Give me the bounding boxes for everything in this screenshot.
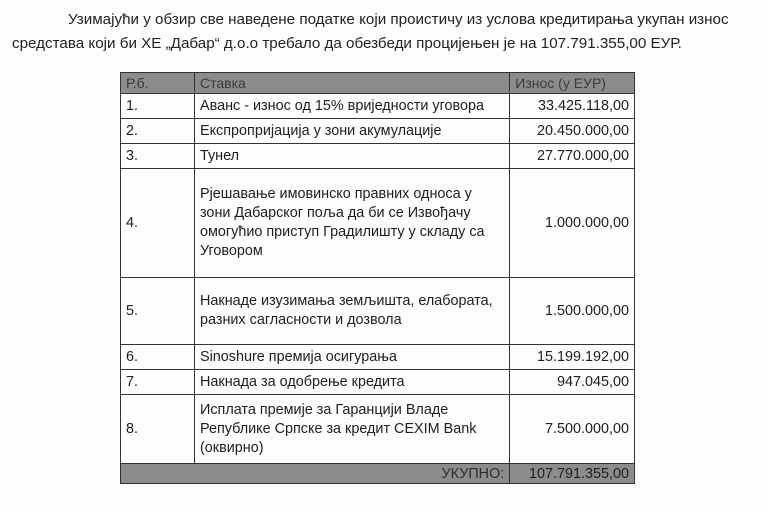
- row-amount: 1.000.000,00: [510, 169, 635, 278]
- row-number: 1.: [121, 94, 195, 119]
- total-amount: 107.791.355,00: [510, 464, 635, 484]
- total-label: УКУПНО:: [121, 464, 510, 484]
- table-row: [121, 345, 635, 370]
- row-item: Тунел: [195, 144, 510, 169]
- total-row: [121, 464, 635, 484]
- table-row: [121, 144, 635, 169]
- row-amount: 7.500.000,00: [510, 395, 635, 464]
- cost-table: [120, 72, 635, 484]
- header-no: Р.б.: [121, 73, 195, 94]
- row-amount: 20.450.000,00: [510, 119, 635, 144]
- intro-paragraph: [12, 8, 760, 56]
- intro-line-1: Узимајући у обзир све наведене податке који проистичу из услова кредитирања укупан износ: [68, 11, 729, 28]
- table-header-row: [121, 73, 635, 94]
- row-item: Аванс - износ од 15% вриједности уговора: [195, 94, 510, 119]
- table-row: [121, 278, 635, 345]
- row-item: Накнада за одобрење кредита: [195, 370, 510, 395]
- row-item: Исплата премије за Гаранцији Владе Републике Српске за кредит CEXIM Bank (оквирно): [195, 395, 510, 464]
- table-row: [121, 119, 635, 144]
- row-item: Sinoshure премија осигурања: [195, 345, 510, 370]
- row-amount: 1.500.000,00: [510, 278, 635, 345]
- row-number: 3.: [121, 144, 195, 169]
- header-item: Ставка: [195, 73, 510, 94]
- row-number: 7.: [121, 370, 195, 395]
- table-row: [121, 169, 635, 278]
- row-item: Накнаде изузимања земљишта, елабората, разних сагласности и дозвола: [195, 278, 510, 345]
- row-number: 4.: [121, 169, 195, 278]
- row-item: Експропријација у зони акумулације: [195, 119, 510, 144]
- intro-line-2: средстава који би ХЕ „Дабар“ д.о.о требало да обезбеди процијењен је на 107.791.355,00 ЕУР.: [12, 35, 682, 52]
- table-row: [121, 395, 635, 464]
- row-number: 5.: [121, 278, 195, 345]
- table-row: [121, 94, 635, 119]
- header-amount: Износ (у ЕУР): [510, 73, 635, 94]
- row-amount: 15.199.192,00: [510, 345, 635, 370]
- table-row: [121, 370, 635, 395]
- row-amount: 33.425.118,00: [510, 94, 635, 119]
- row-amount: 27.770.000,00: [510, 144, 635, 169]
- row-item: Рјешавање имовинско правних односа у зони Дабарског поља да би се Извођачу омогућио приступ Градилишту у складу са Уговором: [195, 169, 510, 278]
- row-number: 8.: [121, 395, 195, 464]
- row-amount: 947.045,00: [510, 370, 635, 395]
- row-number: 6.: [121, 345, 195, 370]
- row-number: 2.: [121, 119, 195, 144]
